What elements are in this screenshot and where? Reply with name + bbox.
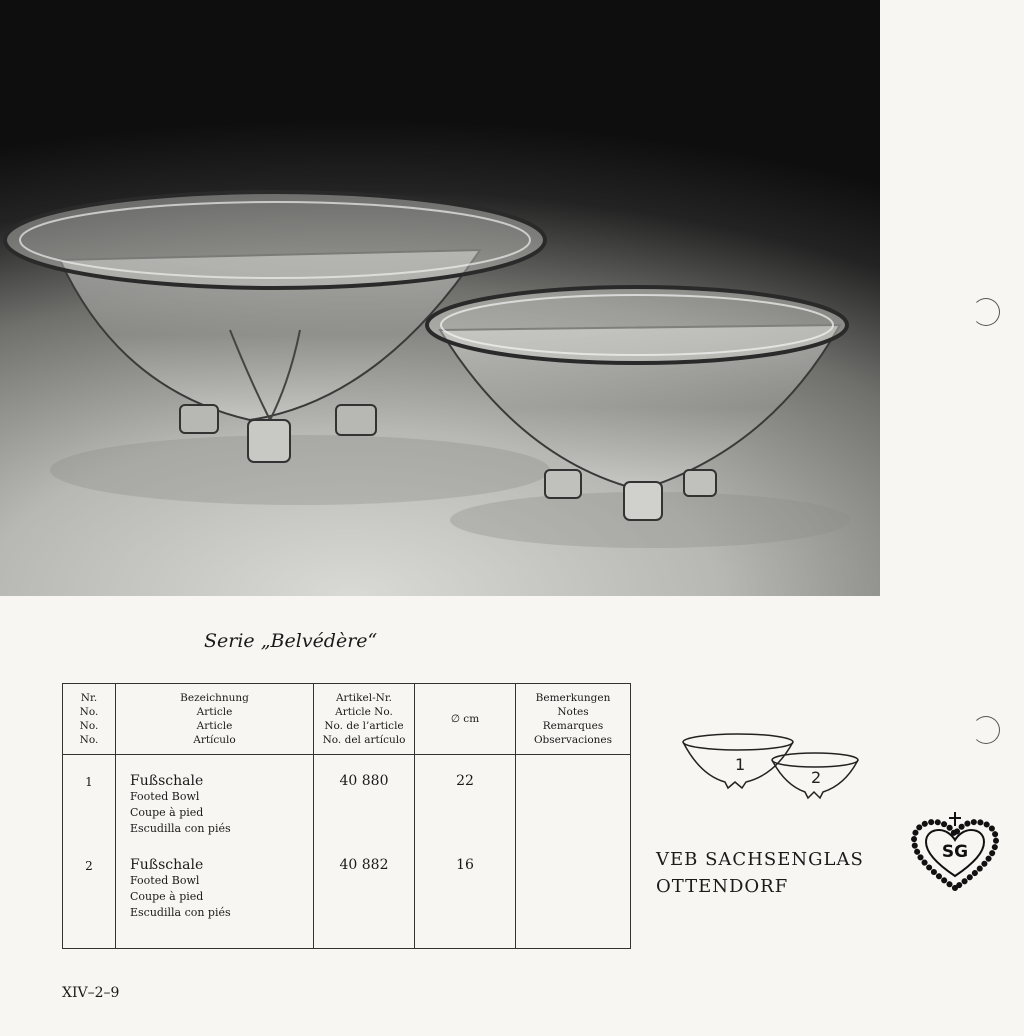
glass-bowls-illustration: [0, 0, 880, 596]
punch-hole: [972, 298, 1000, 326]
row-1-diameter: 22: [456, 773, 474, 789]
article-table: [62, 683, 631, 949]
company-name: VEB SACHSENGLAS OTTENDORF: [656, 849, 864, 897]
page-number: XIV–2–9: [62, 985, 120, 1001]
article-column: [116, 755, 314, 949]
row-2-article: Fußschale Footed Bowl Coupe à pied Escudilla con piés: [130, 857, 231, 919]
row-2-article-no: 40 882: [339, 857, 389, 873]
diameter-column: [415, 755, 516, 949]
table-header-row: [63, 684, 631, 755]
logo-text: SG: [941, 842, 969, 862]
col-header-article: Bezeichnung Article Article Artículo: [116, 684, 314, 755]
notes-column: [516, 755, 631, 949]
row-1-nr: 1: [85, 775, 93, 789]
table-body: [63, 755, 631, 949]
row-1-article: Fußschale Footed Bowl Coupe à pied Escudilla con piés: [130, 773, 231, 835]
row-1-article-no: 40 880: [339, 773, 389, 789]
row-2-diameter: 16: [456, 857, 474, 873]
series-title: Serie „Belvédère“: [204, 630, 378, 652]
col-header-nr: Nr. No. No. No.: [63, 684, 116, 755]
sg-heart-logo: [910, 810, 1000, 895]
nr-column: [63, 755, 116, 949]
col-header-notes: Bemerkungen Notes Remarques Observaciones: [516, 684, 631, 755]
col-header-diameter: ∅ cm: [415, 684, 516, 755]
col-header-article-no: Artikel-Nr. Article No. No. de l’article No. del artículo: [314, 684, 415, 755]
punch-hole: [972, 716, 1000, 744]
sketch-label-2: 2: [811, 768, 822, 787]
bowls-sketch: [680, 730, 865, 810]
article-no-column: [314, 755, 415, 949]
product-photo: [0, 0, 880, 596]
row-2-nr: 2: [85, 859, 93, 873]
sketch-label-1: 1: [735, 755, 746, 774]
